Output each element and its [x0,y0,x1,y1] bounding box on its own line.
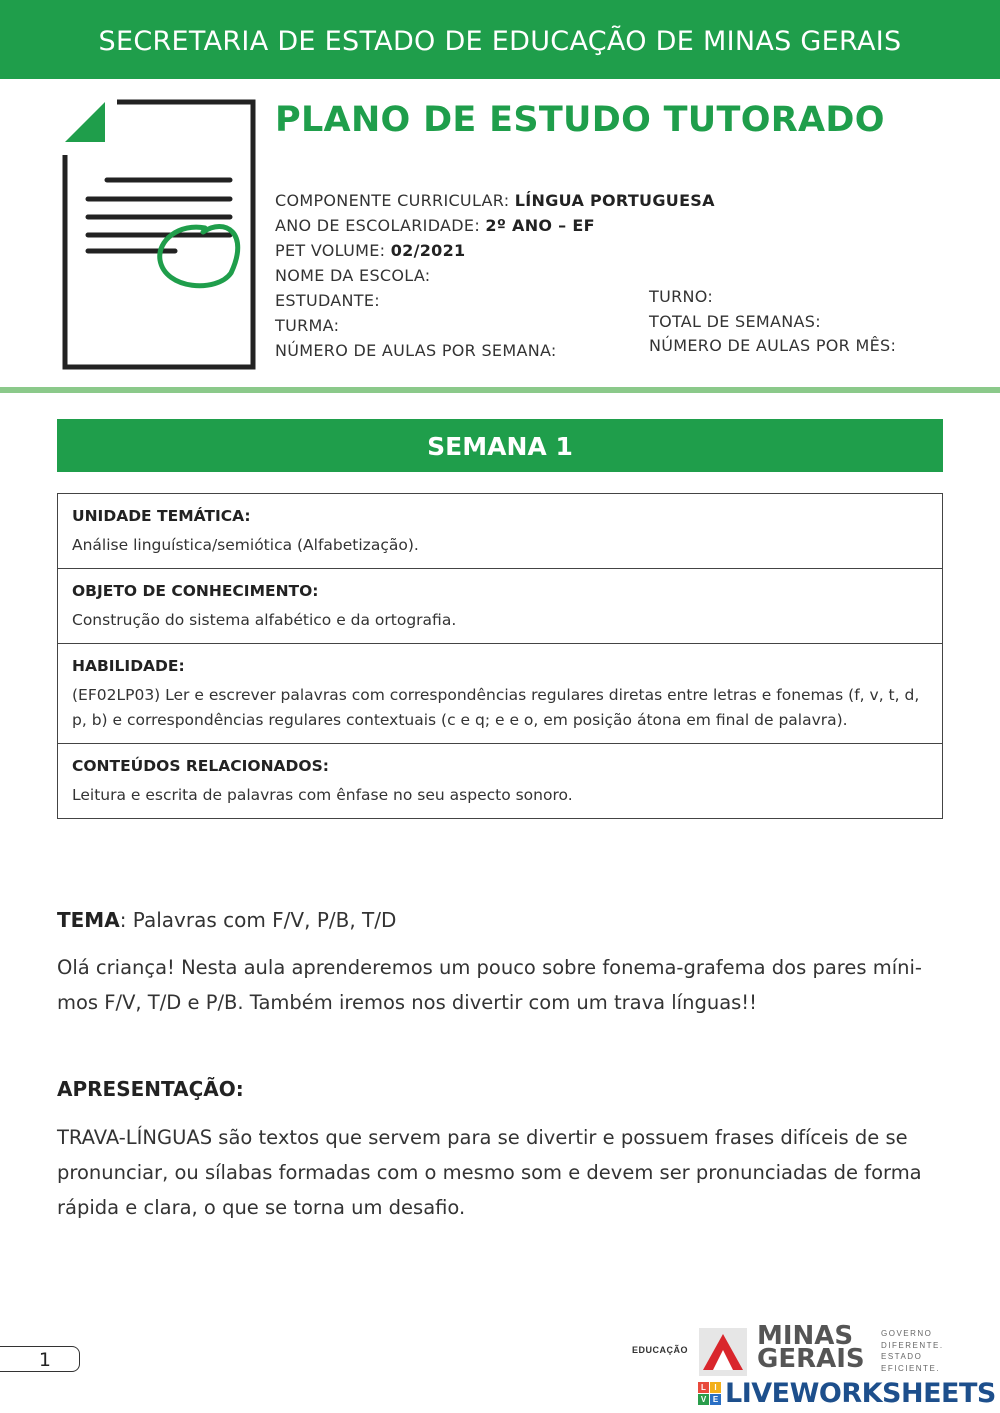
apresentacao-heading: APRESENTAÇÃO: [57,1077,244,1101]
tema-line [57,908,396,932]
table-row [58,569,942,644]
tema-label: TEMA [57,908,120,932]
lw-letter-i: I [710,1382,721,1393]
row-text: (EF02LP03) Ler e escrever palavras com correspondências regulares diretas entre letras e fonemas (f, v, t, d, p, b) e correspondências regulares contextuais (c e q; e e o, em posição átona em final de palavra). [72,686,920,729]
row-heading: OBJETO DE CONHECIMENTO: [72,582,319,600]
gov-line-3: ESTADO [881,1352,923,1361]
intro-paragraph: Olá criança! Nesta aula aprenderemos um pouco sobre fonema-grafema dos pares míni-mos F/V, T/D e P/B. Também iremos nos divertir com um trava línguas!! [57,956,922,1014]
minas-text: MINAS [757,1321,854,1351]
page-number: 1 [0,1346,80,1372]
divider [0,387,1000,393]
escola-label: NOME DA ESCOLA: [275,266,431,285]
turma-label: TURMA: [275,316,340,335]
liveworksheets-text: LIVEWORKSHEETS [725,1378,996,1409]
gov-line-4: EFICIENTE. [881,1363,941,1373]
lw-letter-v: V [698,1394,709,1405]
aulas-semana-label: NÚMERO DE AULAS POR SEMANA: [275,341,557,360]
row-heading: CONTEÚDOS RELACIONADOS: [72,757,329,775]
week-banner: SEMANA 1 [57,419,943,472]
document-icon [55,95,260,375]
gov-line-2: DIFERENTE. [881,1340,944,1350]
apresentacao-paragraph: TRAVA-LÍNGUAS são textos que servem para se divertir e possuem frases difíceis de se pronunciar, ou sílabas formadas com o mesmo som e devem ser pronunciadas de forma rápida e clara, o que se torna um desafio. [57,1126,922,1219]
row-heading: HABILIDADE: [72,657,185,675]
liveworksheets-brand [698,1378,996,1409]
minas-gerais-wordmark [757,1321,865,1374]
row-heading: UNIDADE TEMÁTICA: [72,507,251,525]
governo-tagline [881,1328,944,1374]
ano-value: 2º ANO – EF [485,216,595,235]
lw-letter-e: E [710,1394,721,1405]
pet-line [275,241,465,260]
tema-text: : Palavras com F/V, P/B, T/D [119,908,397,932]
liveworksheets-logo-icon [698,1382,721,1405]
row-text: Leitura e escrita de palavras com ênfase no seu aspecto sonoro. [72,786,573,804]
page-title: PLANO DE ESTUDO TUTORADO [275,100,885,140]
gov-line-1: GOVERNO [881,1329,933,1338]
header-banner: SECRETARIA DE ESTADO DE EDUCAÇÃO DE MINAS GERAIS [0,0,1000,79]
componente-value: LÍNGUA PORTUGUESA [514,191,715,210]
table-row [58,744,942,818]
aulas-mes-label: NÚMERO DE AULAS POR MÊS: [649,336,897,355]
educacao-label: EDUCAÇÃO [632,1345,689,1355]
table-row [58,644,942,744]
table-row [58,494,942,569]
total-semanas-label: TOTAL DE SEMANAS: [649,312,821,331]
row-text: Construção do sistema alfabético e da ortografia. [72,611,457,629]
pet-label: PET VOLUME: [275,241,391,260]
row-text: Análise linguística/semiótica (Alfabetização). [72,536,419,554]
ano-label: ANO DE ESCOLARIDADE: [275,216,486,235]
gerais-text: GERAIS [757,1344,865,1374]
estudante-label: ESTUDANTE: [275,291,380,310]
turno-label: TURNO: [649,287,714,306]
minas-gerais-logo-icon [699,1328,747,1376]
componente-label: COMPONENTE CURRICULAR: [275,191,515,210]
lw-letter-l: L [698,1382,709,1393]
componente-line [275,191,715,210]
info-table [57,493,943,819]
ano-line [275,216,595,235]
pet-value: 02/2021 [390,241,466,260]
